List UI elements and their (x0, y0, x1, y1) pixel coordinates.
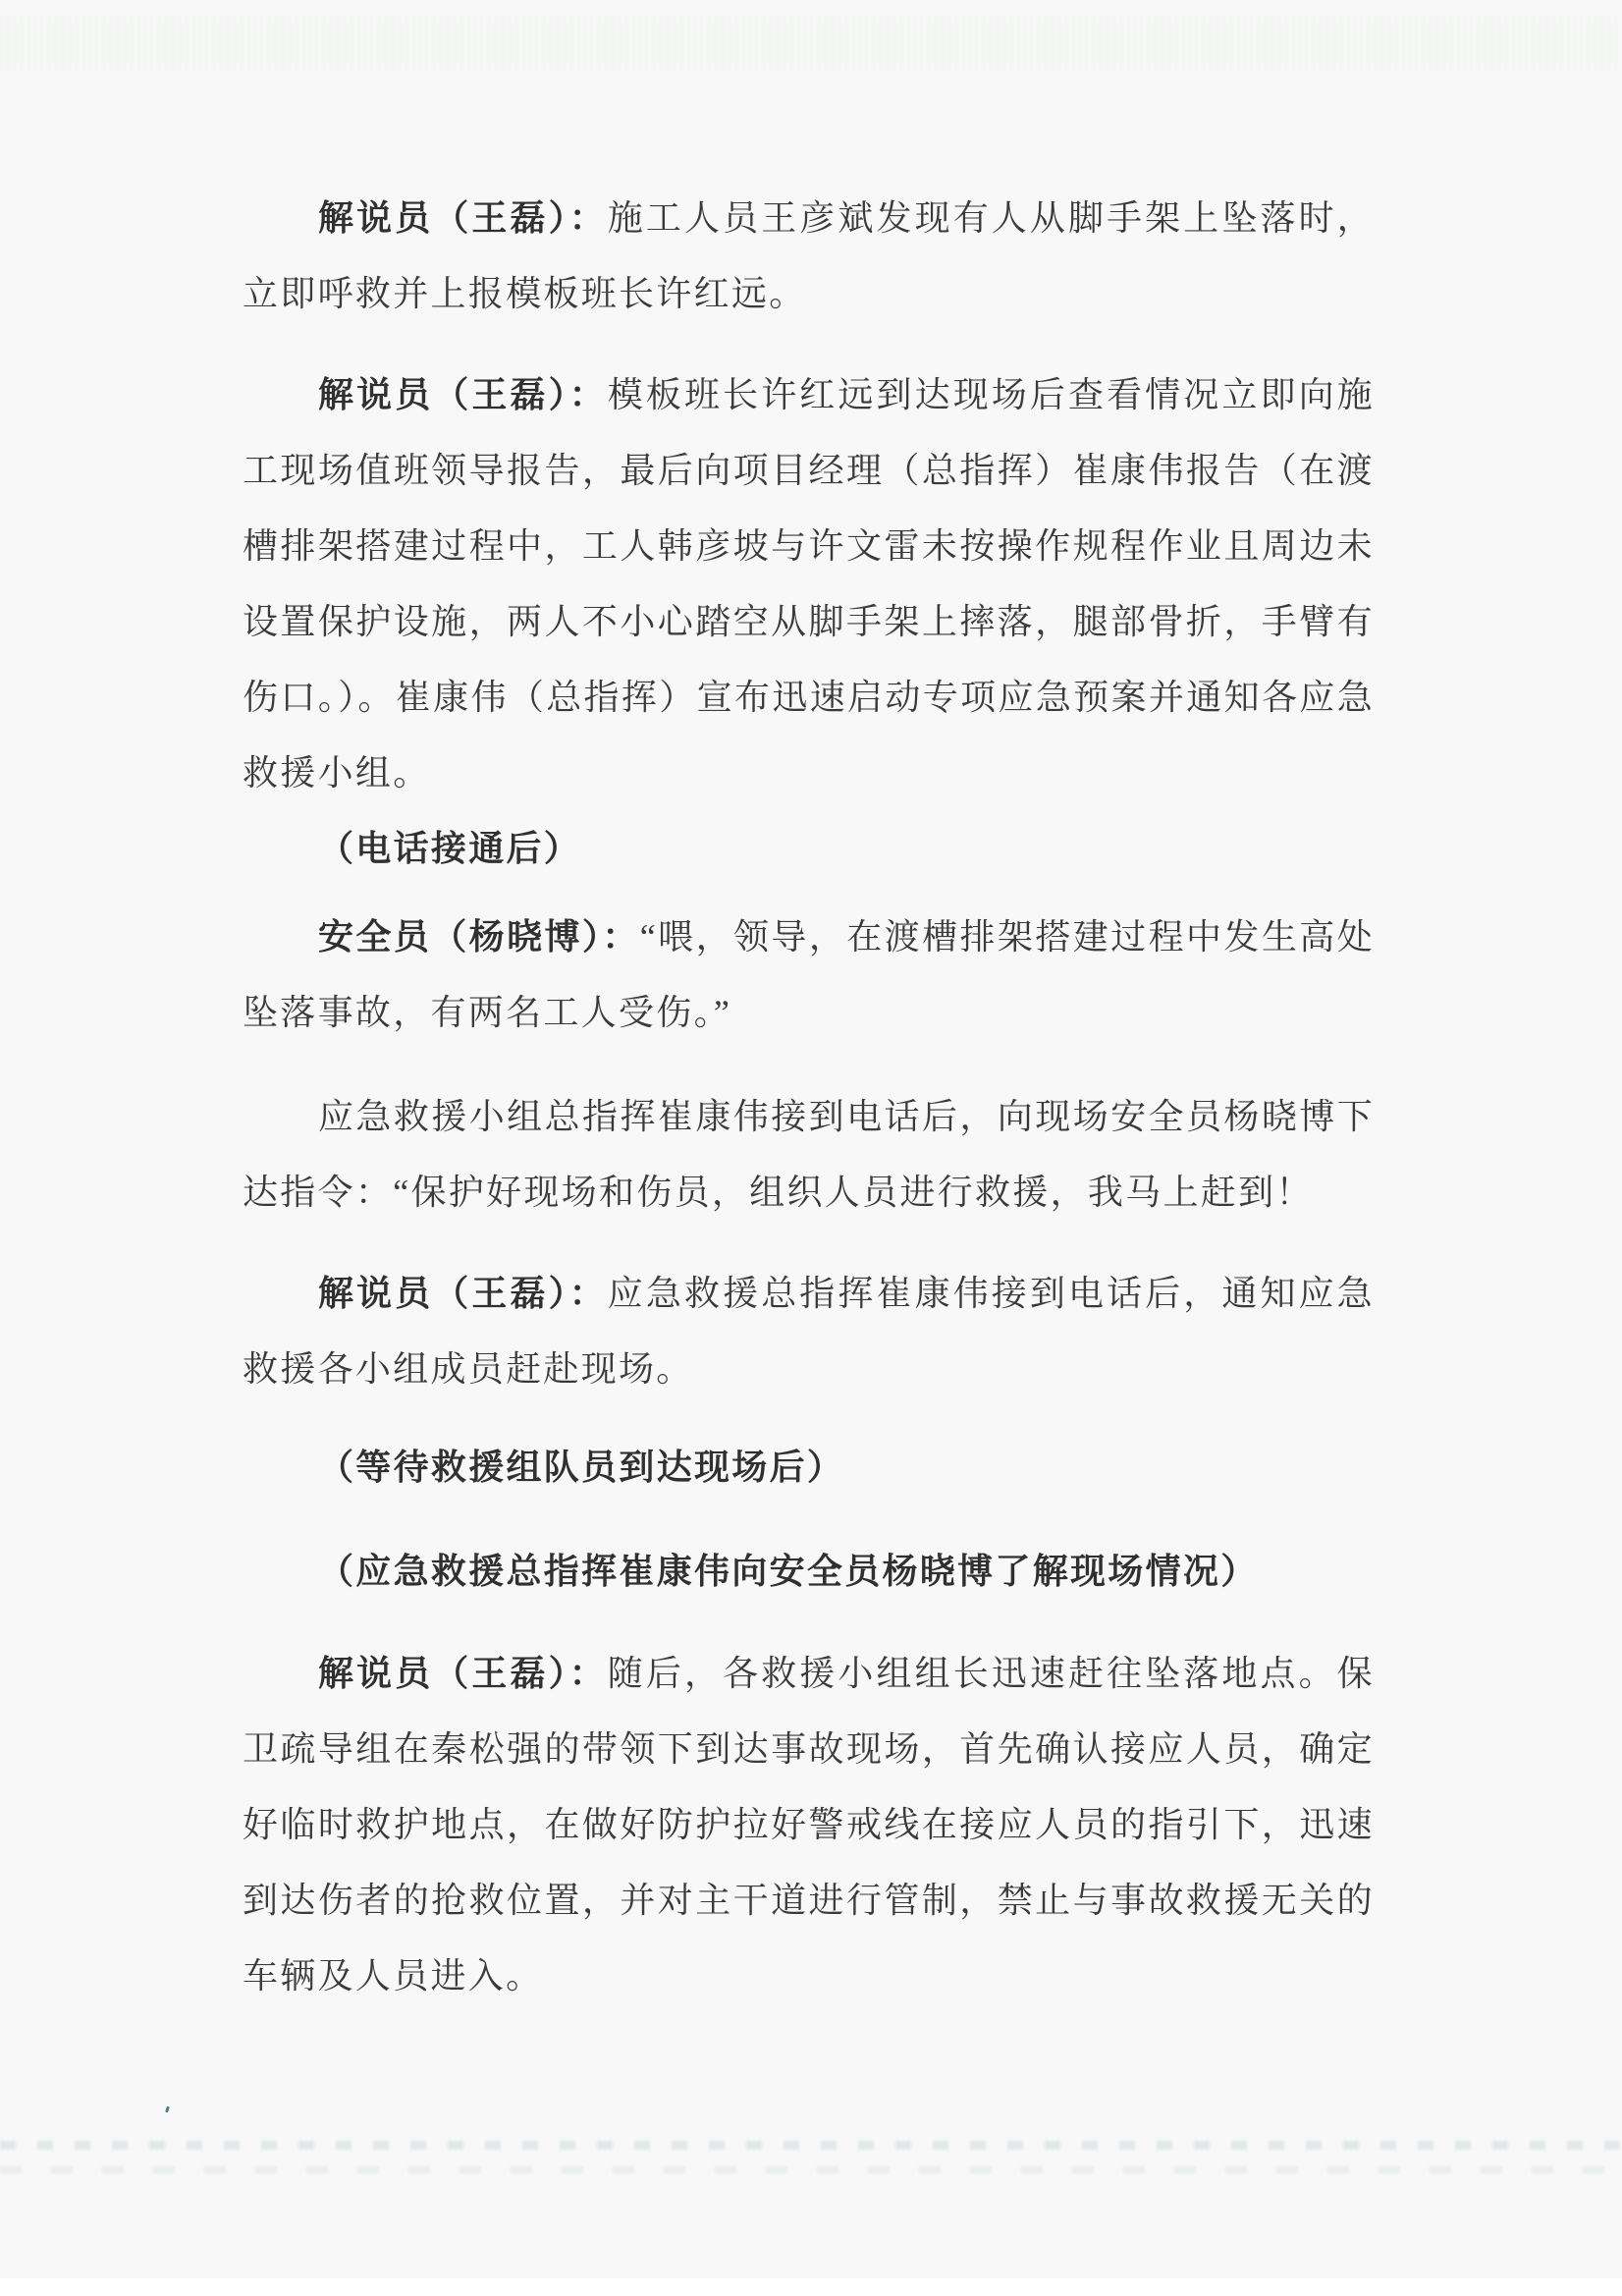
paragraph-text: 随后，各救援小组组长迅速赶往坠落地点。保卫疏导组在秦松强的带领下到达事故现场，首先确认接应人员，确定好临时救护地点，在做好防护拉好警戒线在接应人员的指引下，迅速到达伤者的抢救位置，并对主干道进行管制，禁止与事故救援无关的车辆及人员进入。 (243, 1654, 1375, 1995)
stage-text: （电话接通后） (318, 829, 582, 868)
stage-text: （应急救援总指挥崔康伟向安全员杨晓博了解现场情况） (318, 1552, 1259, 1591)
speaker-label: 解说员（王磊）： (318, 1654, 608, 1693)
scanner-noise-band (0, 16, 1622, 71)
scanner-artifact-line (0, 2141, 1622, 2150)
dialogue-paragraph (243, 1256, 1375, 1407)
dialogue-paragraph (243, 900, 1375, 1051)
stage-direction (243, 1430, 1375, 1505)
dialogue-paragraph (243, 181, 1375, 332)
speaker-label: 安全员（杨晓博）： (318, 917, 640, 957)
stage-direction (243, 1534, 1375, 1610)
dialogue-paragraph (243, 1636, 1375, 2014)
paragraph-text: “喂，领导，在渡槽排架搭建过程中发生高处坠落事故，有两名工人受伤。” (243, 917, 1375, 1032)
narration-paragraph (243, 1079, 1375, 1230)
paragraph-text: 应急救援小组总指挥崔康伟接到电话后，向现场安全员杨晓博下达指令：“保护好现场和伤员，组织人员进行救援，我马上赶到！ (243, 1097, 1375, 1212)
speaker-label: 解说员（王磊）： (318, 1274, 608, 1313)
speaker-label: 解说员（王磊）： (318, 375, 608, 414)
dialogue-paragraph (243, 357, 1375, 811)
paragraph-text: 施工人员王彦斌发现有人从脚手架上坠落时，立即呼救并上报模板班长许红远。 (243, 198, 1375, 313)
paragraph-text: 模板班长许红远到达现场后查看情况立即向施工现场值班领导报告，最后向项目经理（总指挥）崔康伟报告（在渡槽排架搭建过程中，工人韩彦坡与许文雷未按操作规程作业且周边未设置保护设施，两人不小心踏空从脚手架上摔落，腿部骨折，手臂有伤口。）。崔康伟（总指挥）宣布迅速启动专项应急预案并通知各应急救援小组。 (243, 375, 1375, 793)
speaker-label: 解说员（王磊）： (318, 198, 608, 238)
paragraph-text: 应急救援总指挥崔康伟接到电话后，通知应急救援各小组成员赶赴现场。 (243, 1274, 1375, 1389)
stage-text: （等待救援组队员到达现场后） (318, 1448, 845, 1487)
document-body (243, 181, 1375, 2014)
ink-speck (165, 2106, 170, 2113)
scanner-artifact-line (0, 2166, 1622, 2173)
scanner-edge (0, 2278, 1622, 2296)
stage-direction (243, 811, 1375, 887)
